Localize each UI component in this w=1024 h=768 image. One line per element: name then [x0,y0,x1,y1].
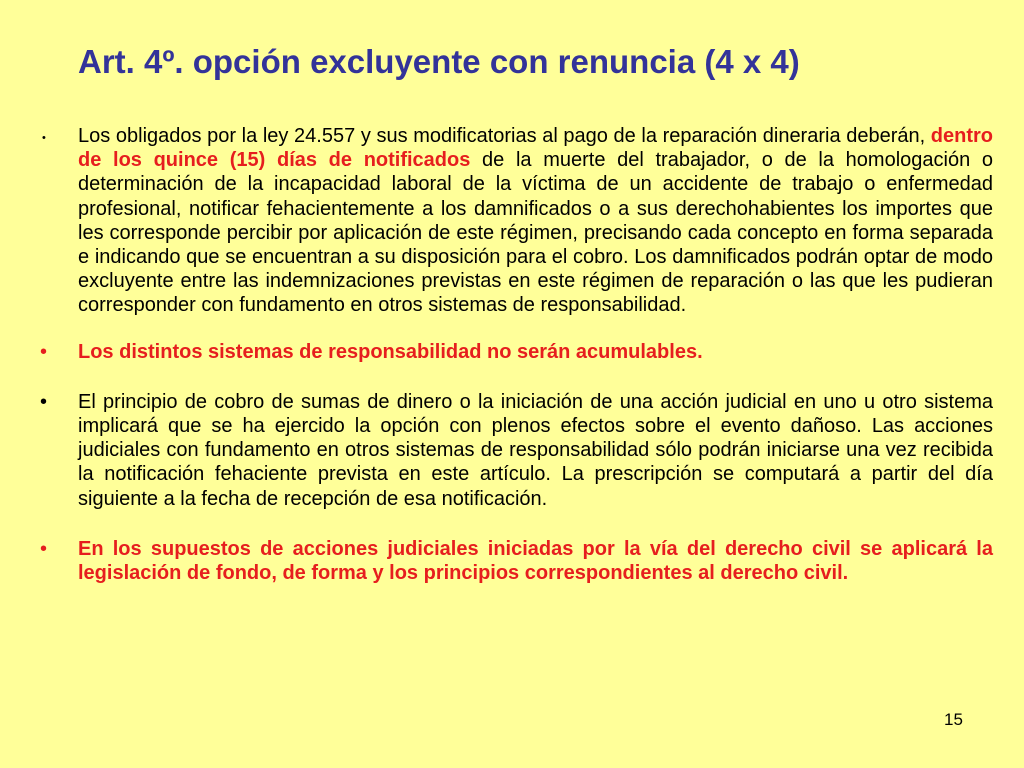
page-number: 15 [944,710,963,729]
bullet-marker: • [40,340,48,363]
bullet-item-civil-law [0,537,1024,585]
bullet-text-emphasis: dentro de los quince (15) días de notificados [78,125,993,172]
bullet-text: En los supuestos de acciones judiciales iniciadas por la vía del derecho civil se aplicará la legislación de fondo, de forma y los principios correspondientes al derecho civil. [78,537,993,585]
bullet-list [0,124,1024,585]
bullet-marker: • [42,132,46,144]
bullet-text [78,124,993,318]
bullet-marker: • [40,537,48,560]
bullet-text-before: Los obligados por la ley 24.557 y sus modificatorias al pago de la reparación dineraria deberán, [78,125,931,147]
bullet-item-notification [0,124,1024,318]
bullet-text: El principio de cobro de sumas de dinero o la iniciación de una acción judicial en uno u otro sistema implicará que se ha ejercido la opción con plenos efectos sobre el evento dañoso. Las acciones judiciales con fundamento en otros sistemas de responsabilidad sólo podrán iniciarse una vez recibida la notificación fehaciente prevista en este artículo. La prescripción se computará a partir del día siguiente a la fecha de recepción de esa notificación. [78,390,993,510]
slide-title: Art. 4º. opción excluyente con renuncia (4 x 4) [78,43,800,80]
bullet-item-non-cumulative [0,340,1024,364]
bullet-marker: • [40,390,48,413]
bullet-text-after: de la muerte del trabajador, o de la homologación o determinación de la incapacidad laboral de la víctima de un accidente de trabajo o enfermedad profesional, notificar fehacientemente a los damnificados o a sus derechohabientes los importes que les corresponde percibir por aplicación de este régimen, precisando cada concepto en forma separada e indicando que se encuentran a su disposición para el cobro. Los damnificados podrán optar de modo excluyente entre las indemnizaciones previstas en este régimen de reparación o las que les pudieran corresponder con fundamento en otros sistemas de responsabilidad. [78,149,993,317]
bullet-item-option-principle [0,390,1024,511]
bullet-text: Los distintos sistemas de responsabilidad no serán acumulables. [78,340,703,363]
